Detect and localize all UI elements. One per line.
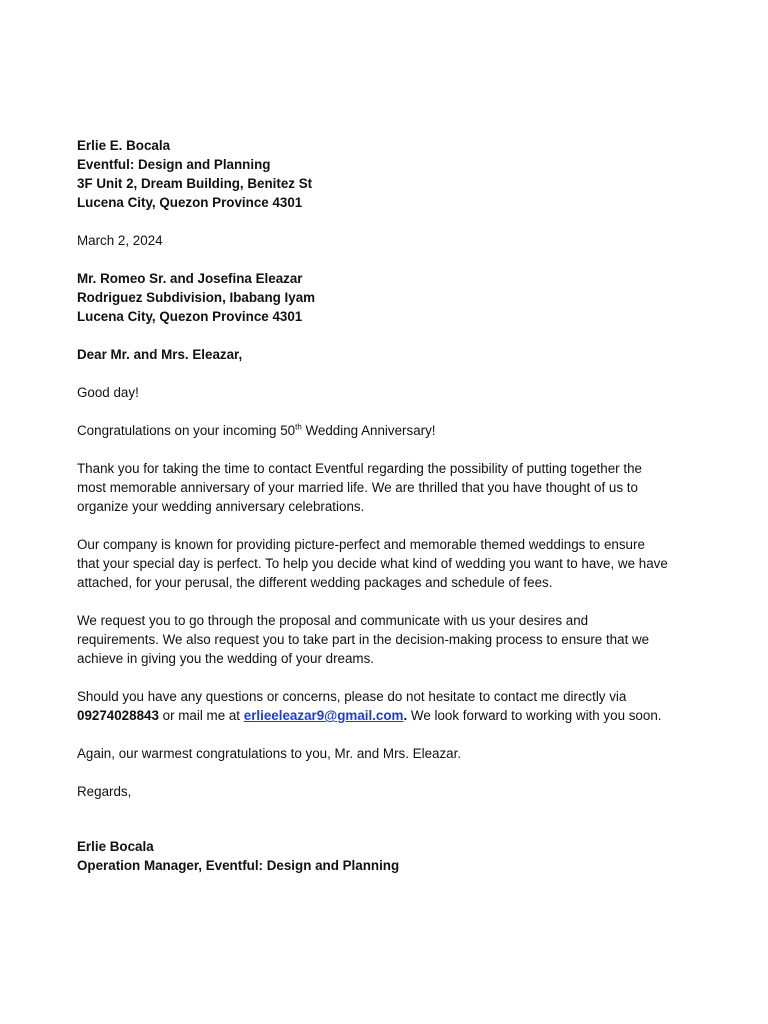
paragraph-contact: Should you have any questions or concerns, please do not hesitate to contact me directly via 09274028843 or mail me at erlieeleazar9@gmail.com. We look forward to working with you soon.	[77, 689, 662, 723]
recipient-block	[77, 269, 697, 326]
signature-block	[77, 837, 697, 875]
greeting: Good day!	[77, 385, 139, 400]
closing-congratulations: Again, our warmest congratulations to you, Mr. and Mrs. Eleazar.	[77, 746, 462, 761]
salutation: Dear Mr. and Mrs. Eleazar,	[77, 347, 243, 362]
recipient-address-line1: Rodriguez Subdivision, Ibabang Iyam	[77, 290, 316, 305]
sender-block	[77, 136, 697, 212]
closing-regards: Regards,	[77, 784, 132, 799]
letter-date: March 2, 2024	[77, 233, 163, 248]
ordinal-superscript: th	[295, 422, 302, 432]
email-link[interactable]: erlieeleazar9@gmail.com	[243, 708, 404, 723]
paragraph-request: We request you to go through the proposal and communicate with us your desires and requirements. We also request you to take part in the decision-making process to ensure that we achieve in giving you the wedding of your dreams.	[77, 613, 650, 666]
sender-address-line1: 3F Unit 2, Dream Building, Benitez St	[77, 176, 313, 191]
recipient-address-line2: Lucena City, Quezon Province 4301	[77, 309, 303, 324]
phone-number: 09274028843	[77, 708, 159, 723]
paragraph-thank-you: Thank you for taking the time to contact Eventful regarding the possibility of putting together the most memorable anniversary of your married life. We are thrilled that you have thought of us to organize your wedding anniversary celebrations.	[77, 461, 642, 514]
letter-body	[77, 136, 697, 875]
congratulations-line: Congratulations on your incoming 50th Wedding Anniversary!	[77, 422, 436, 438]
sender-company: Eventful: Design and Planning	[77, 157, 271, 172]
signature-title: Operation Manager, Eventful: Design and Planning	[77, 858, 400, 873]
paragraph-company: Our company is known for providing picture-perfect and memorable themed weddings to ensure that your special day is perfect. To help you decide what kind of wedding you want to have, we have attached, for your perusal, the different wedding packages and schedule of fees.	[77, 537, 668, 590]
sender-name: Erlie E. Bocala	[77, 138, 171, 153]
recipient-name: Mr. Romeo Sr. and Josefina Eleazar	[77, 271, 303, 286]
signature-name: Erlie Bocala	[77, 839, 154, 854]
sender-address-line2: Lucena City, Quezon Province 4301	[77, 195, 303, 210]
